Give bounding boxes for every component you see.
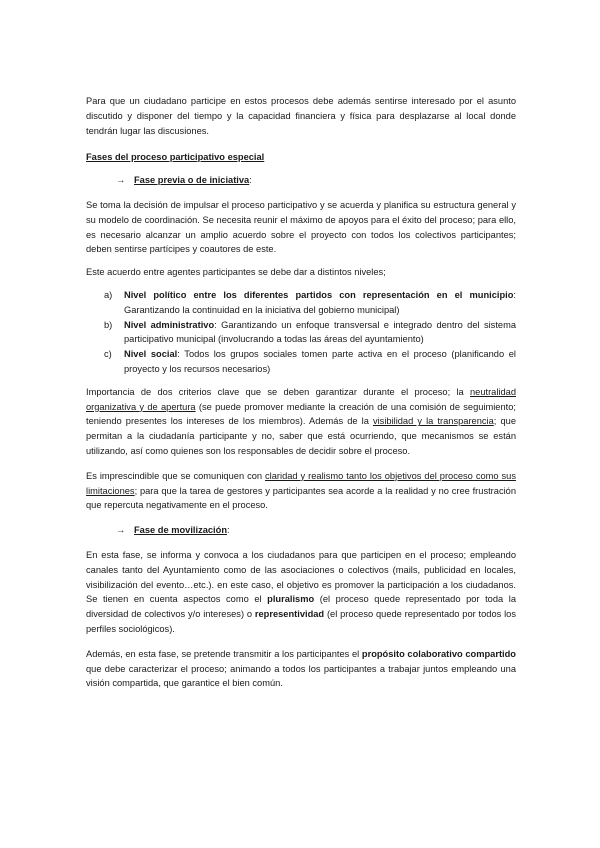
underlined-term: visibilidad y la transparencia	[372, 416, 494, 427]
arrow-icon: →	[116, 175, 126, 186]
arrow-icon: →	[116, 525, 126, 536]
phase1-paragraph-4	[86, 469, 516, 513]
text-run: Es imprescindible que se comuniquen con	[86, 470, 266, 481]
list-item	[104, 347, 516, 377]
text-run: ; que permitan a la ciudadanía participante y no, saber que está ocurriendo, que mecanismos se están utilizando, así como quienes son los responsables de decidir sobre el proceso.	[86, 416, 516, 456]
document-page	[86, 94, 516, 691]
list-item-desc: : Garantizando un enfoque transversal e integrado dentro del sistema participativo municipal (involucrando a todas las áreas del ayuntamiento)	[124, 319, 516, 345]
underlined-term: neutralidad organizativa y de apertura	[86, 386, 516, 412]
list-item-label: a)	[104, 289, 113, 300]
text-run: ; para que la tarea de gestores y participantes sea acorde a la realidad y no cree frustración que repercuta negativamente en el proceso.	[86, 485, 516, 511]
phase1-heading	[116, 173, 516, 188]
text-run: Además, en esta fase, se pretende transmitir a los participantes el	[86, 648, 362, 659]
phase2-title-suffix: :	[227, 525, 230, 536]
phase2-title: Fase de movilización	[134, 525, 228, 536]
intro-paragraph: Para que un ciudadano participe en estos procesos debe además sentirse interesado por el asunto discutido y disponer del tiempo y la capacidad financiera y física para desplazarse al local donde tendrán lugar las discusiones.	[86, 96, 516, 136]
underlined-term: claridad y realismo tanto los objetivos del proceso como sus limitaciones	[86, 470, 516, 496]
list-item-label: b)	[104, 319, 113, 330]
bold-term: pluralismo	[267, 594, 315, 605]
list-item	[104, 288, 516, 318]
phase2-paragraph-2	[86, 647, 516, 691]
phase1-title: Fase previa o de iniciativa	[134, 175, 250, 186]
phase1-title-suffix: :	[249, 175, 252, 186]
list-item-name: Nivel social	[124, 349, 178, 360]
list-item-name: Nivel administrativo	[124, 319, 215, 330]
text-run: Importancia de dos criterios clave que se deben garantizar durante el proceso; la	[86, 386, 470, 397]
text-run: En esta fase, se informa y convoca a los ciudadanos para que participen en el proceso; empleando canales tanto del Ayuntamiento como de las asociaciones o colectivos (mails, publicidad en locales, visibilización del evento…etc.). en este caso, el objetivo es promover la participación a los ciudadanos. Se tienen en cuenta aspectos como el	[86, 549, 516, 605]
list-item-label: c)	[104, 349, 112, 360]
bold-term: representividad	[254, 609, 325, 620]
section-title-text: Fases del proceso participativo especial	[86, 152, 265, 163]
phase2-heading	[116, 523, 516, 538]
text-run: (el proceso quede representado por todos los perfiles sociológicos).	[86, 609, 516, 634]
phase1-paragraph-1: Se toma la decisión de impulsar el proceso participativo y se acuerda y planifica su estructura general y su modelo de coordinación. Se necesita reunir el máximo de apoyos para el éxito del proceso; para ello, es necesario alcanzar un amplio acuerdo sobre el proyecto con todos los colectivos participantes; deben sentirse partícipes y coautores de este.	[86, 199, 516, 255]
phase1-paragraph-3	[86, 385, 516, 459]
levels-list	[86, 288, 516, 377]
section-title	[86, 150, 516, 165]
text-run: que debe caracterizar el proceso; animando a todos los participantes a trabajar juntos empleando una visión compartida, que garantice el bien común.	[86, 663, 516, 689]
bold-term: propósito colaborativo compartido	[361, 648, 516, 659]
text-run: (el proceso quede representado por toda la diversidad de colectivos y/o intereses) o	[86, 594, 516, 620]
list-item-desc: : Todos los grupos sociales tomen parte activa en el proceso (planificando el proyecto y los recursos necesarios)	[124, 349, 516, 374]
list-item-desc: : Garantizando la continuidad en la iniciativa del gobierno municipal)	[124, 289, 516, 315]
phase1-paragraph-2: Este acuerdo entre agentes participantes se debe dar a distintos niveles;	[86, 267, 386, 278]
text-run: (se puede promover mediante la creación de una comisión de seguimiento; teniendo presentes los intereses de los miembros). Además de la	[86, 401, 516, 427]
phase2-paragraph-1	[86, 548, 516, 637]
list-item	[104, 318, 516, 348]
list-item-name: Nivel político entre los diferentes partidos con representación en el municipio	[124, 289, 514, 300]
